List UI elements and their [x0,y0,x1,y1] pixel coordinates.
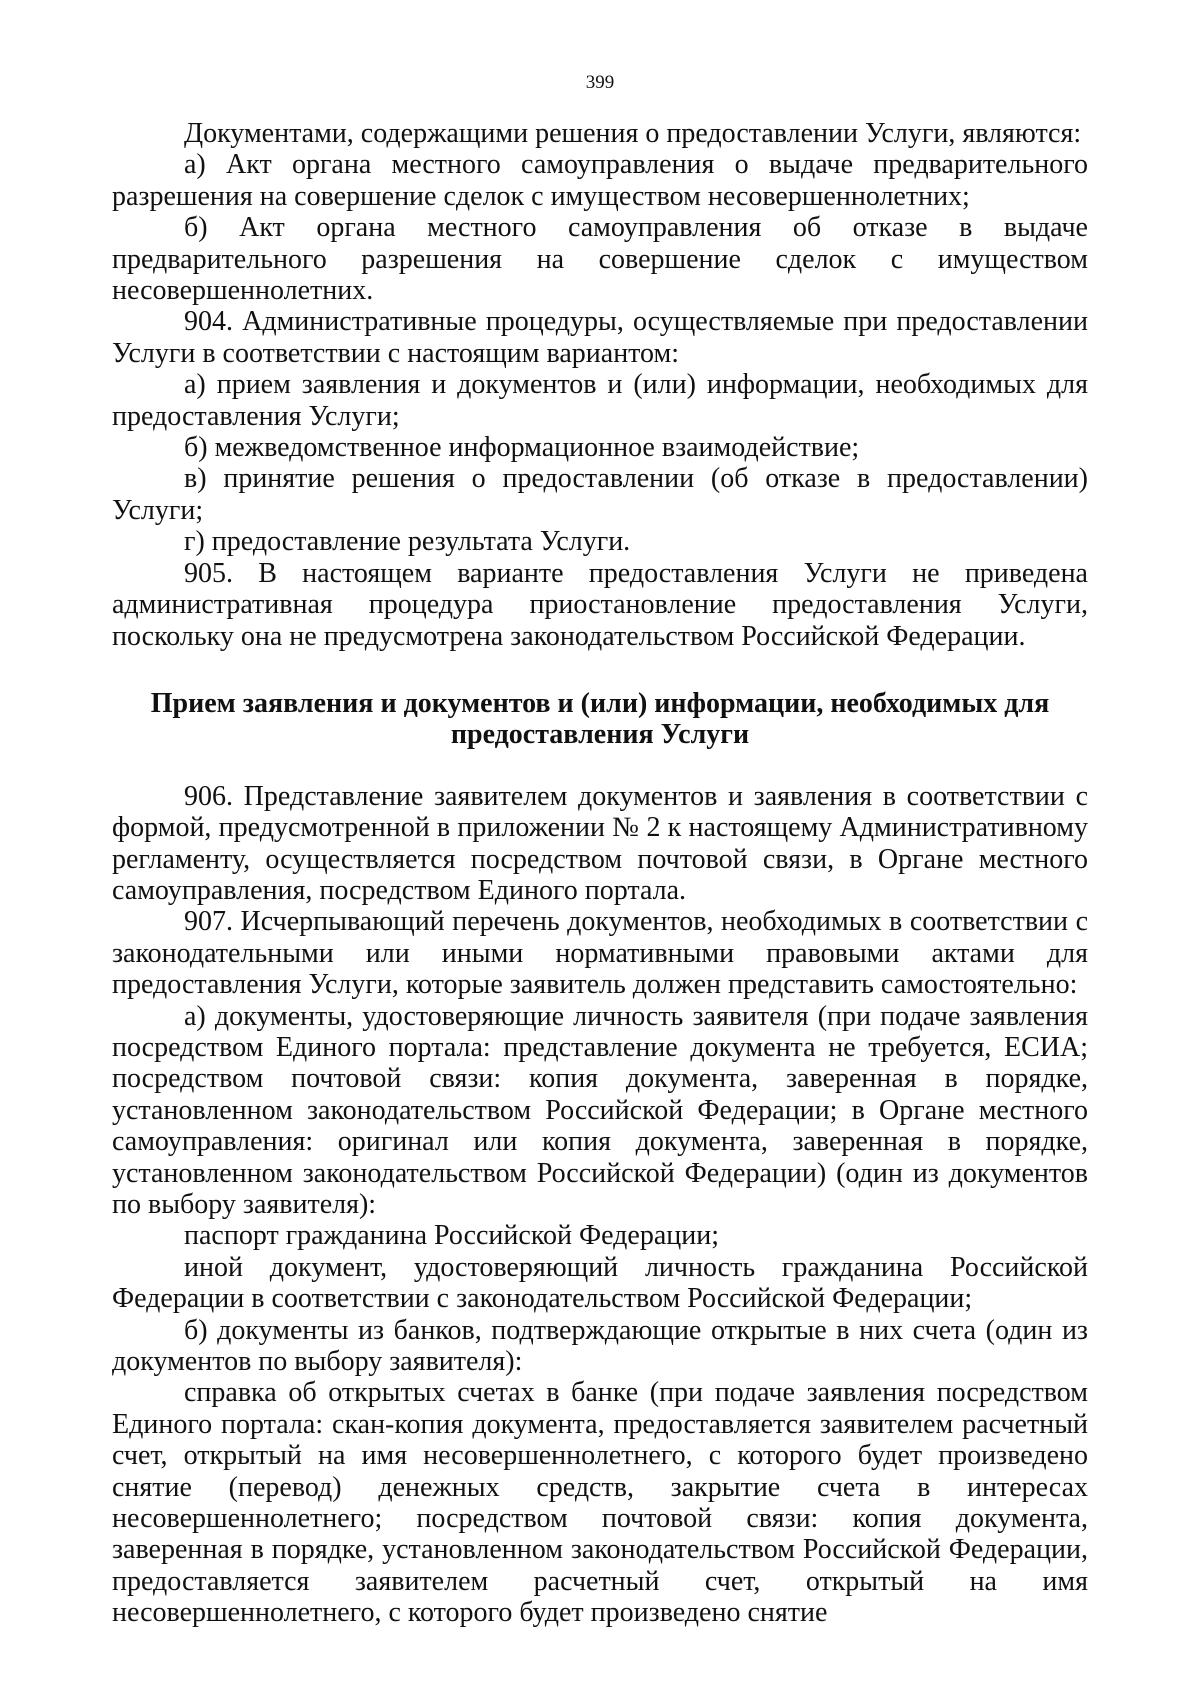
paragraph-905: 905. В настоящем варианте предоставления Услуги не приведена административная процедура приостановление предоставления Услуги, поскольку она не предусмотрена законодательством Российской Федерации. [112,557,1088,652]
paragraph-other-id: иной документ, удостоверяющий личность гражданина Российской Федерации в соответствии с законодательством Российской Федерации; [112,1251,1088,1315]
paragraph-907-b: б) документы из банков, подтверждающие открытые в них счета (один из документов по выбору заявителя): [112,1314,1088,1378]
paragraph-item-b-refusal: б) Акт органа местного самоуправления об отказе в выдаче предварительного разрешения на совершение сделок с имуществом несовершеннолетних. [112,212,1088,307]
paragraph-907-a: а) документы, удостоверяющие личность заявителя (при подаче заявления посредством Единого портала: представление документа не требуется, ЕСИА; посредством почтовой связи: копия документа, заверенная в порядке, установленном законодательством Российской Федерации; в Органе местного самоуправления: оригинал или копия документа, заверенная в порядке, установленном законодательством Российской Федерации) (один из документов по выбору заявителя): [112,1000,1088,1220]
paragraph-item-a-permit: а) Акт органа местного самоуправления о выдаче предварительного разрешения на совершение сделок с имуществом несовершеннолетних; [112,149,1088,212]
paragraph-decision-docs: Документами, содержащими решения о предоставлении Услуги, являются: [184,118,1082,149]
paragraph-906: 906. Представление заявителем документов и заявления в соответствии с формой, предусмотренной в приложении № 2 к настоящему Административному регламенту, осуществляется посредством почтовой связи, в Органе местного самоуправления, посредством Единого портала. [112,780,1088,906]
section-heading: Прием заявления и документов и (или) информации, необходимых для предоставления Услуги [150,687,1050,751]
paragraph-904: 904. Административные процедуры, осуществляемые при предоставлении Услуги в соответствии с настоящим вариантом: [112,306,1088,369]
page-number: 399 [585,72,615,93]
paragraph-907: 907. Исчерпывающий перечень документов, необходимых в соответствии с законодательными или иными нормативными правовыми актами для предоставления Услуги, которые заявитель должен представить самостоятельно: [112,906,1088,1001]
document-body [112,118,1088,1629]
paragraph-904-g: г) предоставление результата Услуги. [184,526,631,558]
paragraph-904-a: а) прием заявления и документов и (или) информации, необходимых для предоставления Услуги; [112,369,1088,432]
paragraph-904-v: в) принятие решения о предоставлении (об отказе в предоставлении) Услуги; [112,463,1088,526]
paragraph-904-b: б) межведомственное информационное взаимодействие; [184,432,860,464]
paragraph-passport: паспорт гражданина Российской Федерации; [184,1220,720,1252]
paragraph-bank-certificate: справка об открытых счетах в банке (при подаче заявления посредством Единого портала: скан-копия документа, предоставляется заявителем расчетный счет, открытый на имя несовершеннолетнего, с которого будет произведено снятие (перевод) денежных средств, закрытие счета в интересах несовершеннолетнего; посредством почтовой связи: копия документа, заверенная в порядке, установленном законодательством Российской Федерации, предоставляется заявителем расчетный счет, открытый на имя несовершеннолетнего, с которого будет произведено снятие [112,1377,1088,1629]
